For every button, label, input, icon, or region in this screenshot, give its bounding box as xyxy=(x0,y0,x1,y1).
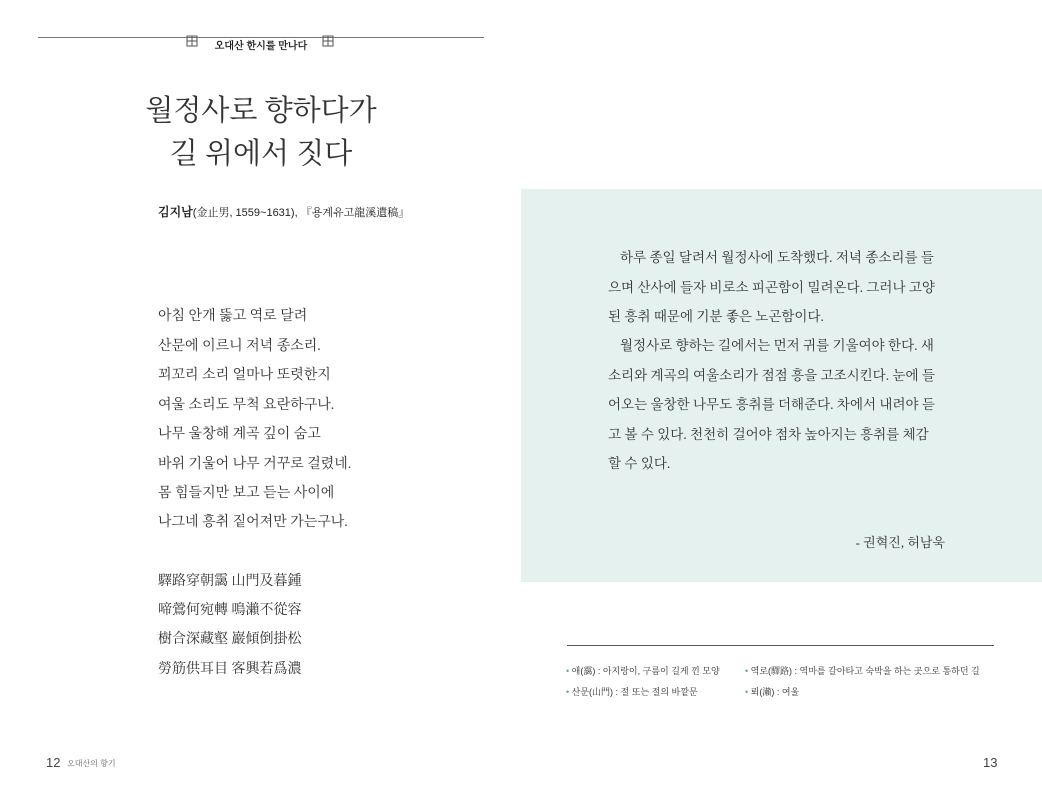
poem-line: 바위 기울어 나무 거꾸로 걸렸네. xyxy=(158,457,352,472)
poem-line: 아침 안개 뚫고 역로 달려 xyxy=(158,309,308,324)
bullet-icon: • xyxy=(745,666,751,676)
commentary-line: 어오는 울창한 나무도 흥취를 더해준다. 차에서 내려야 듣 xyxy=(608,397,935,412)
author-credit xyxy=(158,203,409,220)
poem-line: 나무 울창해 계곡 깊이 숨고 xyxy=(158,427,321,442)
footnote xyxy=(566,664,720,677)
footnote-text: 애(靄) : 아지랑이, 구름이 길게 낀 모양 xyxy=(571,666,720,676)
poem-line: 여울 소리도 무척 요란하구나. xyxy=(158,398,335,413)
bullet-icon: • xyxy=(566,666,572,676)
commentary-line: 할 수 있다. xyxy=(608,456,671,471)
commentary-line: 하루 종일 달려서 월정사에 도착했다. 저녁 종소리를 들 xyxy=(620,250,934,265)
poem-title-line-2: 길 위에서 짓다 xyxy=(169,138,353,170)
poem-line: 산문에 이르니 저녁 종소리. xyxy=(158,339,321,354)
page-number-right: 13 xyxy=(983,755,998,770)
commentary-line: 고 볼 수 있다. 천천히 걸어야 점차 높아지는 흥취를 체감 xyxy=(608,427,929,442)
poem-original-line: 啼鶯何宛轉 鳴瀨不從容 xyxy=(158,603,302,618)
commentary-line: 으며 산사에 들자 비로소 피곤함이 밀려온다. 그러나 고양 xyxy=(608,280,935,295)
commentary-line: 소리와 계곡의 여울소리가 점점 흥을 고조시킨다. 눈에 들 xyxy=(608,368,935,383)
page-number-left: 12 xyxy=(46,755,61,770)
poem-original-line: 勞筋供耳目 客興若爲濃 xyxy=(158,662,302,677)
poem-line: 꾀꼬리 소리 얼마나 또렷한지 xyxy=(158,368,331,383)
poem-original-line: 樹合深藏壑 巖傾倒掛松 xyxy=(158,632,302,647)
commentary-line: 된 흥취 때문에 기분 좋은 노곤함이다. xyxy=(608,309,824,324)
author-name: 김지남 xyxy=(158,205,193,219)
notes-rule xyxy=(567,645,994,646)
right-ornament-icon xyxy=(322,35,334,47)
poem-original-line: 驛路穿朝靄 山門及暮鍾 xyxy=(158,574,302,589)
poem-line: 나그네 흥취 짙어져만 가는구나. xyxy=(158,515,348,530)
running-header-title: 오대산 한시를 만나다 xyxy=(214,41,308,52)
footnote xyxy=(745,685,799,698)
poem-title-line-1: 월정사로 향하다가 xyxy=(145,95,377,127)
commentary-line: 월정사로 향하는 길에서는 먼저 귀를 기울여야 한다. 새 xyxy=(620,338,934,353)
poem-line: 몸 힘들지만 보고 듣는 사이에 xyxy=(158,486,335,501)
bullet-icon: • xyxy=(566,687,572,697)
running-footer-title: 오대산의 향기 xyxy=(67,759,116,768)
footnote-text: 역로(驛路) : 역마를 갈아타고 숙박을 하는 곳으로 통하던 길 xyxy=(750,666,980,676)
poem-title xyxy=(0,90,522,176)
author-details: (金止男, 1559~1631), 『용계유고龍溪遺稿』 xyxy=(192,207,410,219)
footnote-text: 뢰(瀨) : 여울 xyxy=(750,687,800,697)
footnote xyxy=(566,685,698,698)
commentary-author: - 권혁진, 허남욱 xyxy=(855,535,945,550)
footnote xyxy=(745,664,980,677)
footnote-text: 산문(山門) : 절 또는 절의 바깥문 xyxy=(571,687,698,697)
bullet-icon: • xyxy=(745,687,751,697)
